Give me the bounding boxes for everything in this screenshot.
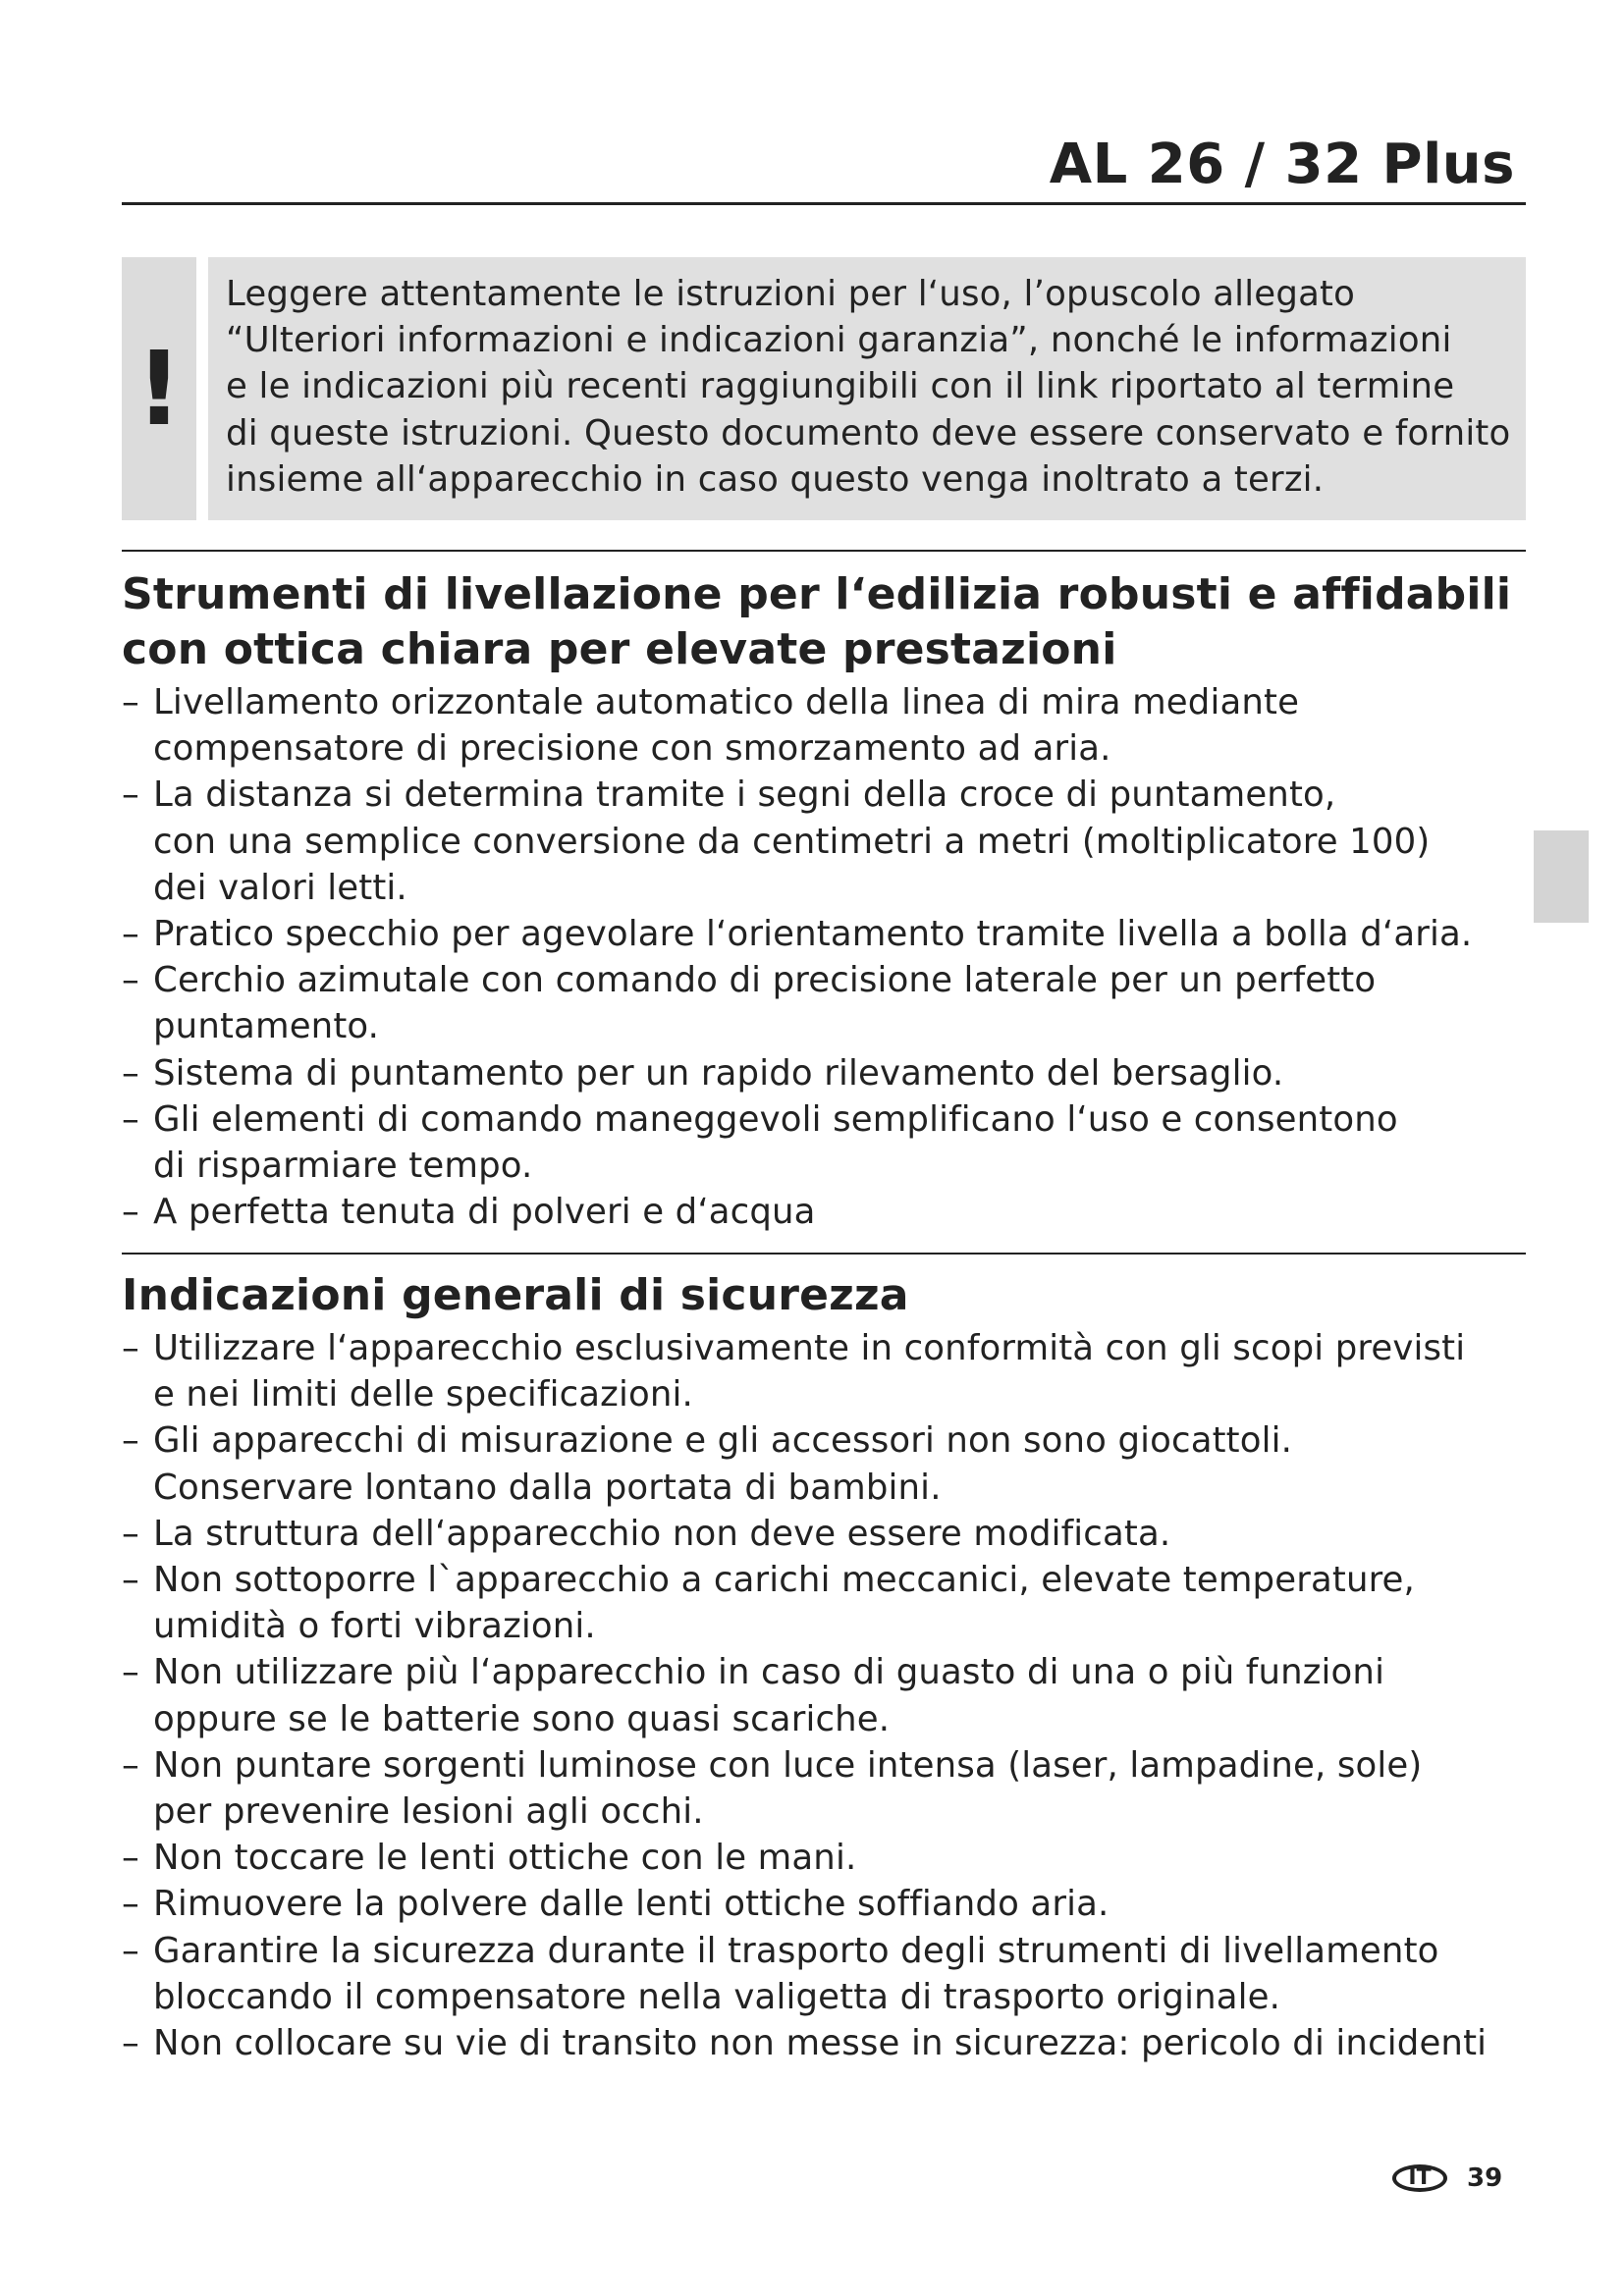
bullet-text: dei valori letti. bbox=[153, 867, 407, 908]
bullet-dash bbox=[122, 1974, 153, 2020]
bullet-dash: – bbox=[122, 1884, 139, 1925]
bullet-text: Non puntare sorgenti luminose con luce intensa (laser, lampadine, sole) bbox=[153, 1744, 1423, 1786]
bullet-item-line bbox=[122, 1557, 1516, 1603]
bullet-dash bbox=[122, 819, 153, 865]
bullet-item-line bbox=[122, 1096, 1516, 1143]
bullet-item-line bbox=[122, 725, 1516, 772]
bullet-text: compensatore di precisione con smorzamento ad aria. bbox=[153, 728, 1111, 770]
bullet-item-line bbox=[122, 1835, 1516, 1881]
bullet-item-line bbox=[122, 1003, 1516, 1049]
warning-line: di queste istruzioni. Questo documento deve essere conservato e fornito bbox=[226, 412, 1511, 454]
bullet-item-line bbox=[122, 1789, 1516, 1835]
bullet-text: Cerchio azimutale con comando di precisione laterale per un perfetto bbox=[153, 960, 1377, 1001]
features-heading bbox=[122, 567, 1516, 677]
bullet-item-line bbox=[122, 772, 1516, 818]
bullet-dash bbox=[122, 1465, 153, 1511]
bullet-text: umidità o forti vibrazioni. bbox=[153, 1606, 596, 1647]
bullet-item-line bbox=[122, 1371, 1516, 1417]
bullet-item-line bbox=[122, 1050, 1516, 1096]
bullet-dash: – bbox=[122, 774, 139, 816]
safety-section bbox=[122, 1268, 1516, 2066]
features-heading-line: Strumenti di livellazione per l‘edilizia robusti e affidabili bbox=[122, 569, 1512, 619]
bullet-text: per prevenire lesioni agli occhi. bbox=[153, 1791, 704, 1833]
bullet-dash: – bbox=[122, 1838, 139, 1879]
bullet-text: Non sottoporre l`apparecchio a carichi meccanici, elevate temperature, bbox=[153, 1560, 1415, 1601]
bullet-dash: – bbox=[122, 1560, 139, 1601]
bullet-dash: – bbox=[122, 1930, 139, 1971]
bullet-dash: – bbox=[122, 1052, 139, 1094]
bullet-text: Non toccare le lenti ottiche con le mani. bbox=[153, 1838, 857, 1879]
page-number: 39 bbox=[1467, 2163, 1503, 2193]
bullet-item-line bbox=[122, 911, 1516, 957]
bullet-text: Sistema di puntamento per un rapido rilevamento del bersaglio. bbox=[153, 1052, 1284, 1094]
bullet-dash: – bbox=[122, 2023, 139, 2064]
bullet-dash: – bbox=[122, 1652, 139, 1693]
features-heading-line: con ottica chiara per elevate prestazioni bbox=[122, 624, 1117, 674]
bullet-dash bbox=[122, 865, 153, 911]
bullet-text: Gli apparecchi di misurazione e gli accessori non sono giocattoli. bbox=[153, 1420, 1293, 1462]
bullet-item-line bbox=[122, 679, 1516, 725]
bullet-item-line bbox=[122, 1511, 1516, 1557]
bullet-dash: – bbox=[122, 1513, 139, 1554]
bullet-item-line bbox=[122, 1696, 1516, 1742]
bullet-item-line bbox=[122, 1881, 1516, 1927]
bullet-item-line bbox=[122, 2020, 1516, 2066]
bullet-item-line bbox=[122, 1603, 1516, 1649]
section-tab-marker bbox=[1534, 830, 1589, 923]
bullet-text: La struttura dell‘apparecchio non deve essere modificata. bbox=[153, 1513, 1171, 1554]
warning-line: e le indicazioni più recenti raggiungibili con il link riportato al termine bbox=[226, 366, 1455, 407]
section-divider bbox=[122, 1253, 1526, 1255]
bullet-dash bbox=[122, 1003, 153, 1049]
bullet-dash bbox=[122, 1696, 153, 1742]
bullet-item-line bbox=[122, 1742, 1516, 1789]
page-footer bbox=[1392, 2163, 1502, 2193]
exclamation-icon: ! bbox=[135, 329, 183, 449]
warning-line: Leggere attentamente le istruzioni per l‘uso, l’opuscolo allegato bbox=[226, 274, 1356, 314]
bullet-item-line bbox=[122, 1928, 1516, 1974]
bullet-dash bbox=[122, 1371, 153, 1417]
features-list bbox=[122, 679, 1516, 1235]
warning-line: “Ulteriori informazioni e indicazioni garanzia”, nonché le informazioni bbox=[226, 320, 1452, 361]
bullet-dash: – bbox=[122, 682, 139, 722]
page-title: AL 26 / 32 Plus bbox=[1049, 133, 1515, 196]
bullet-dash bbox=[122, 1789, 153, 1835]
warning-line: insieme all‘apparecchio in caso questo venga inoltrato a terzi. bbox=[226, 458, 1325, 500]
safety-list bbox=[122, 1325, 1516, 2066]
bullet-text: con una semplice conversione da centimetri a metri (moltiplicatore 100) bbox=[153, 821, 1431, 862]
bullet-item-line bbox=[122, 1974, 1516, 2020]
bullet-dash: – bbox=[122, 960, 139, 1001]
bullet-dash: – bbox=[122, 1192, 139, 1233]
bullet-dash: – bbox=[122, 1098, 139, 1140]
bullet-item-line bbox=[122, 1143, 1516, 1189]
bullet-item-line bbox=[122, 1189, 1516, 1235]
bullet-text: Livellamento orizzontale automatico della linea di mira mediante bbox=[153, 682, 1300, 722]
language-badge bbox=[1392, 2164, 1447, 2192]
bullet-text: Pratico specchio per agevolare l‘orientamento tramite livella a bolla d‘aria. bbox=[153, 914, 1473, 955]
features-section bbox=[122, 567, 1516, 1235]
bullet-item-line bbox=[122, 865, 1516, 911]
bullet-text: Utilizzare l‘apparecchio esclusivamente in conformità con gli scopi previsti bbox=[153, 1328, 1466, 1368]
safety-heading: Indicazioni generali di sicurezza bbox=[122, 1270, 909, 1320]
warning-box bbox=[208, 257, 1526, 520]
bullet-item-line bbox=[122, 1649, 1516, 1695]
bullet-text: di risparmiare tempo. bbox=[153, 1146, 533, 1187]
bullet-dash bbox=[122, 1143, 153, 1189]
bullet-text: Rimuovere la polvere dalle lenti ottiche soffiando aria. bbox=[153, 1884, 1110, 1925]
bullet-text: Gli elementi di comando maneggevoli semplificano l‘uso e consentono bbox=[153, 1098, 1398, 1140]
bullet-text: Conservare lontano dalla portata di bambini. bbox=[153, 1467, 942, 1508]
warning-icon bbox=[122, 257, 196, 520]
bullet-text: puntamento. bbox=[153, 1006, 380, 1047]
bullet-text: Garantire la sicurezza durante il trasporto degli strumenti di livellamento bbox=[153, 1930, 1439, 1971]
bullet-text: Non collocare su vie di transito non messe in sicurezza: pericolo di incidenti bbox=[153, 2023, 1488, 2064]
section-divider bbox=[122, 550, 1526, 552]
bullet-dash bbox=[122, 725, 153, 772]
bullet-item-line bbox=[122, 1417, 1516, 1464]
bullet-item-line bbox=[122, 957, 1516, 1003]
title-rule bbox=[122, 202, 1526, 205]
bullet-item-line bbox=[122, 1465, 1516, 1511]
bullet-dash: – bbox=[122, 1744, 139, 1786]
bullet-item-line bbox=[122, 1325, 1516, 1371]
bullet-text: e nei limiti delle specificazioni. bbox=[153, 1374, 693, 1415]
language-code: IT bbox=[1408, 2165, 1432, 2190]
bullet-text: La distanza si determina tramite i segni della croce di puntamento, bbox=[153, 774, 1336, 816]
bullet-dash bbox=[122, 1603, 153, 1649]
bullet-text: A perfetta tenuta di polveri e d‘acqua bbox=[153, 1192, 816, 1233]
bullet-dash: – bbox=[122, 914, 139, 955]
bullet-dash: – bbox=[122, 1420, 139, 1462]
bullet-text: bloccando il compensatore nella valigetta di trasporto originale. bbox=[153, 1976, 1281, 2017]
bullet-dash: – bbox=[122, 1328, 139, 1368]
bullet-text: oppure se le batterie sono quasi scariche. bbox=[153, 1698, 891, 1739]
bullet-item-line bbox=[122, 819, 1516, 865]
bullet-text: Non utilizzare più l‘apparecchio in caso di guasto di una o più funzioni bbox=[153, 1652, 1385, 1693]
